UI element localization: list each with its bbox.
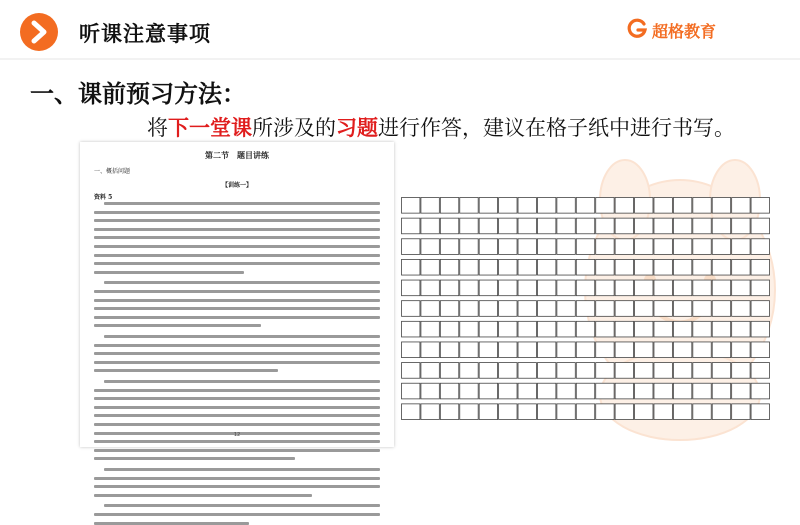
grid-cell xyxy=(537,259,555,275)
grid-cell xyxy=(712,239,730,255)
grid-cell xyxy=(499,404,517,420)
grid-cell xyxy=(537,321,555,337)
grid-cell xyxy=(557,239,575,255)
section-title: 一、课前预习方法： xyxy=(30,80,246,108)
grid-cell xyxy=(693,218,711,234)
instruction-part: 将 xyxy=(147,116,168,140)
grid-cell xyxy=(402,239,420,255)
document-text-line xyxy=(104,281,380,284)
grid-cell xyxy=(479,404,497,420)
document-text-line xyxy=(94,316,380,319)
grid-cell xyxy=(479,301,497,317)
grid-cell xyxy=(537,239,555,255)
instruction-part: 所涉及的 xyxy=(252,116,336,140)
grid-cell xyxy=(615,301,633,317)
grid-cell xyxy=(751,280,769,296)
grid-cell xyxy=(615,239,633,255)
grid-cell xyxy=(576,342,594,358)
grid-cell xyxy=(557,404,575,420)
document-text-line xyxy=(104,504,380,507)
grid-cell xyxy=(615,321,633,337)
grid-cell xyxy=(712,342,730,358)
document-text-line xyxy=(94,262,380,265)
grid-cell xyxy=(499,321,517,337)
grid-cell xyxy=(654,363,672,379)
grid-cell xyxy=(732,280,750,296)
grid-cell xyxy=(732,239,750,255)
grid-cell xyxy=(712,218,730,234)
grid-cell xyxy=(518,259,536,275)
grid-cell xyxy=(751,383,769,399)
grid-cell xyxy=(673,198,691,214)
grid-cell xyxy=(751,363,769,379)
grid-cell xyxy=(460,198,478,214)
grid-cell xyxy=(421,363,439,379)
grid-cell xyxy=(479,321,497,337)
document-text-line xyxy=(104,380,380,383)
grid-cell xyxy=(537,342,555,358)
grid-cell xyxy=(576,383,594,399)
document-page-image xyxy=(80,142,394,447)
grid-cell xyxy=(673,383,691,399)
grid-cell xyxy=(673,239,691,255)
grid-cell xyxy=(440,363,458,379)
grid-cell xyxy=(537,301,555,317)
grid-cell xyxy=(712,363,730,379)
grid-cell xyxy=(460,259,478,275)
document-text-line xyxy=(94,290,380,293)
grid-cell xyxy=(596,363,614,379)
document-text-line xyxy=(94,423,380,426)
header-title: 听课注意事项 xyxy=(79,22,211,46)
grid-cell xyxy=(402,404,420,420)
grid-cell xyxy=(732,259,750,275)
grid-cell xyxy=(440,301,458,317)
grid-cell xyxy=(654,198,672,214)
grid-cell xyxy=(712,198,730,214)
grid-cell xyxy=(576,404,594,420)
grid-cell xyxy=(732,301,750,317)
grid-cell xyxy=(421,280,439,296)
document-text-line xyxy=(94,414,380,417)
highlight-exercises: 习题 xyxy=(336,116,378,140)
grid-cell xyxy=(712,404,730,420)
document-text-line xyxy=(94,494,312,497)
grid-cell xyxy=(557,363,575,379)
grid-cell xyxy=(712,259,730,275)
grid-cell xyxy=(576,239,594,255)
grid-cell xyxy=(751,259,769,275)
document-page-number: 12 xyxy=(233,432,241,438)
grid-cell xyxy=(557,218,575,234)
grid-cell xyxy=(499,218,517,234)
grid-cell xyxy=(673,259,691,275)
grid-cell xyxy=(596,239,614,255)
grid-cell xyxy=(732,342,750,358)
grid-cell xyxy=(615,383,633,399)
grid-cell xyxy=(693,363,711,379)
grid-cell xyxy=(460,301,478,317)
grid-cell xyxy=(518,239,536,255)
grid-cell xyxy=(693,280,711,296)
grid-cell xyxy=(576,198,594,214)
grid-cell xyxy=(402,301,420,317)
grid-cell xyxy=(499,383,517,399)
grid-cell xyxy=(576,301,594,317)
grid-cell xyxy=(421,383,439,399)
grid-cell xyxy=(596,301,614,317)
document-text-line xyxy=(94,389,380,392)
grid-cell xyxy=(479,363,497,379)
grid-cell xyxy=(693,383,711,399)
logo-g-icon xyxy=(626,18,648,40)
grid-cell xyxy=(557,321,575,337)
grid-cell xyxy=(751,218,769,234)
grid-cell xyxy=(518,404,536,420)
document-text-line xyxy=(94,522,249,525)
grid-cell xyxy=(421,198,439,214)
grid-cell xyxy=(615,198,633,214)
document-text-line xyxy=(94,352,380,355)
grid-cell xyxy=(440,218,458,234)
document-text-line xyxy=(104,335,380,338)
grid-cell xyxy=(635,363,653,379)
grid-cell xyxy=(635,218,653,234)
document-text-line xyxy=(104,468,380,471)
grid-cell xyxy=(537,383,555,399)
grid-cell xyxy=(615,218,633,234)
document-text-line xyxy=(94,299,380,302)
grid-cell xyxy=(537,404,555,420)
grid-cell xyxy=(615,342,633,358)
grid-cell xyxy=(518,342,536,358)
logo-text: 超格教育 xyxy=(652,22,717,41)
grid-cell xyxy=(402,218,420,234)
grid-cell xyxy=(615,404,633,420)
grid-cell xyxy=(479,259,497,275)
document-text-line xyxy=(94,254,380,257)
grid-cell xyxy=(557,301,575,317)
grid-cell xyxy=(402,342,420,358)
grid-cell xyxy=(732,383,750,399)
grid-cell xyxy=(654,239,672,255)
document-text-line xyxy=(94,344,380,347)
document-text-line xyxy=(94,369,278,372)
document-text-line xyxy=(104,202,380,205)
grid-cell xyxy=(421,218,439,234)
grid-cell xyxy=(751,342,769,358)
document-title: 第二节 题目讲练 xyxy=(205,150,269,160)
grid-cell xyxy=(460,383,478,399)
grid-cell xyxy=(635,301,653,317)
grid-cell xyxy=(732,363,750,379)
document-text-line xyxy=(94,307,380,310)
grid-cell xyxy=(479,218,497,234)
grid-cell xyxy=(460,342,478,358)
grid-cell xyxy=(557,280,575,296)
grid-cell xyxy=(537,198,555,214)
grid-cell xyxy=(537,280,555,296)
grid-cell xyxy=(402,321,420,337)
grid-cell xyxy=(635,239,653,255)
grid-cell xyxy=(673,404,691,420)
grid-cell xyxy=(421,239,439,255)
document-text-line xyxy=(94,228,380,231)
document-training-label: 【训练一】 xyxy=(221,182,252,189)
grid-cell xyxy=(654,404,672,420)
document-text-line xyxy=(94,513,380,516)
grid-cell xyxy=(693,198,711,214)
grid-cell xyxy=(751,301,769,317)
grid-cell xyxy=(732,404,750,420)
highlight-next-lesson: 下一堂课 xyxy=(168,116,252,140)
grid-cell xyxy=(402,259,420,275)
grid-cell xyxy=(479,239,497,255)
grid-cell xyxy=(693,321,711,337)
grid-cell xyxy=(635,259,653,275)
grid-cell xyxy=(596,280,614,296)
grid-cell xyxy=(460,363,478,379)
grid-cell xyxy=(518,321,536,337)
grid-cell xyxy=(440,383,458,399)
grid-cell xyxy=(654,218,672,234)
grid-cell xyxy=(440,280,458,296)
grid-cell xyxy=(693,301,711,317)
grid-cell xyxy=(557,198,575,214)
grid-cell xyxy=(654,383,672,399)
document-text-line xyxy=(94,440,380,443)
document-text-line xyxy=(94,211,380,214)
grid-cell xyxy=(402,383,420,399)
document-text-line xyxy=(94,477,380,480)
chevron-right-icon xyxy=(20,13,58,51)
grid-cell xyxy=(615,363,633,379)
grid-cell xyxy=(460,321,478,337)
grid-cell xyxy=(732,198,750,214)
grid-cell xyxy=(654,280,672,296)
grid-cell xyxy=(654,301,672,317)
grid-cell xyxy=(673,342,691,358)
grid-cell xyxy=(460,239,478,255)
grid-cell xyxy=(518,383,536,399)
grid-cell xyxy=(421,321,439,337)
grid-cell xyxy=(751,321,769,337)
grid-cell xyxy=(402,280,420,296)
grid-cell xyxy=(440,198,458,214)
grid-cell xyxy=(596,198,614,214)
grid-cell xyxy=(499,363,517,379)
writing-grid xyxy=(401,197,770,420)
grid-cell xyxy=(479,383,497,399)
grid-cell xyxy=(402,198,420,214)
document-text-line xyxy=(94,245,380,248)
grid-cell xyxy=(712,301,730,317)
grid-cell xyxy=(596,259,614,275)
document-text-line xyxy=(94,236,380,239)
grid-cell xyxy=(518,218,536,234)
grid-cell xyxy=(654,259,672,275)
grid-cell xyxy=(460,280,478,296)
instruction-part: 进行作答，建议在格子纸中进行书写。 xyxy=(378,116,735,140)
grid-cell xyxy=(440,342,458,358)
grid-cell xyxy=(635,342,653,358)
grid-cell xyxy=(654,342,672,358)
grid-cell xyxy=(518,280,536,296)
document-text-line xyxy=(94,397,380,400)
grid-cell xyxy=(693,404,711,420)
grid-cell xyxy=(499,301,517,317)
grid-cell xyxy=(518,301,536,317)
grid-cell xyxy=(693,342,711,358)
grid-cell xyxy=(673,301,691,317)
grid-cell xyxy=(557,342,575,358)
grid-cell xyxy=(421,404,439,420)
document-text-line xyxy=(94,449,380,452)
grid-cell xyxy=(499,280,517,296)
grid-cell xyxy=(499,259,517,275)
grid-cell xyxy=(518,198,536,214)
document-text-line xyxy=(94,219,380,222)
grid-cell xyxy=(440,239,458,255)
grid-cell xyxy=(615,259,633,275)
grid-cell xyxy=(440,321,458,337)
grid-cell xyxy=(479,198,497,214)
grid-cell xyxy=(732,321,750,337)
document-text-line xyxy=(94,324,261,327)
grid-cell xyxy=(596,383,614,399)
grid-cell xyxy=(518,363,536,379)
grid-cell xyxy=(712,321,730,337)
grid-cell xyxy=(596,342,614,358)
grid-cell xyxy=(499,198,517,214)
grid-cell xyxy=(421,301,439,317)
grid-cell xyxy=(693,239,711,255)
grid-cell xyxy=(596,404,614,420)
grid-cell xyxy=(712,280,730,296)
grid-cell xyxy=(402,363,420,379)
grid-cell xyxy=(499,342,517,358)
grid-cell xyxy=(635,198,653,214)
document-material-label: 资料 5 xyxy=(94,194,113,201)
document-text-line xyxy=(94,485,380,488)
grid-cell xyxy=(421,342,439,358)
grid-cell xyxy=(576,363,594,379)
document-text-line xyxy=(94,271,244,274)
grid-cell xyxy=(673,321,691,337)
grid-cell xyxy=(479,342,497,358)
grid-cell xyxy=(693,259,711,275)
grid-cell xyxy=(732,218,750,234)
instruction-text xyxy=(147,112,735,142)
grid-cell xyxy=(635,404,653,420)
document-text-line xyxy=(94,406,380,409)
grid-cell xyxy=(537,363,555,379)
grid-cell xyxy=(654,321,672,337)
grid-cell xyxy=(460,404,478,420)
document-text-line xyxy=(94,361,380,364)
grid-cell xyxy=(576,321,594,337)
grid-cell xyxy=(557,383,575,399)
grid-cell xyxy=(635,383,653,399)
header-bar xyxy=(0,0,800,60)
grid-cell xyxy=(596,218,614,234)
grid-cell xyxy=(576,259,594,275)
grid-cell xyxy=(460,218,478,234)
grid-cell xyxy=(673,218,691,234)
grid-cell xyxy=(479,280,497,296)
document-text-line xyxy=(94,457,295,460)
grid-cell xyxy=(537,218,555,234)
grid-cell xyxy=(635,280,653,296)
grid-cell xyxy=(615,280,633,296)
grid-cell xyxy=(712,383,730,399)
grid-cell xyxy=(557,259,575,275)
grid-cell xyxy=(596,321,614,337)
grid-cell xyxy=(673,363,691,379)
grid-cell xyxy=(751,404,769,420)
grid-cell xyxy=(751,198,769,214)
grid-cell xyxy=(576,280,594,296)
grid-cell xyxy=(576,218,594,234)
document-subtitle: 一、概括问题 xyxy=(94,168,131,175)
grid-cell xyxy=(421,259,439,275)
grid-cell xyxy=(499,239,517,255)
grid-cell xyxy=(673,280,691,296)
grid-cell xyxy=(635,321,653,337)
grid-cell xyxy=(440,404,458,420)
grid-cell xyxy=(751,239,769,255)
grid-cell xyxy=(440,259,458,275)
